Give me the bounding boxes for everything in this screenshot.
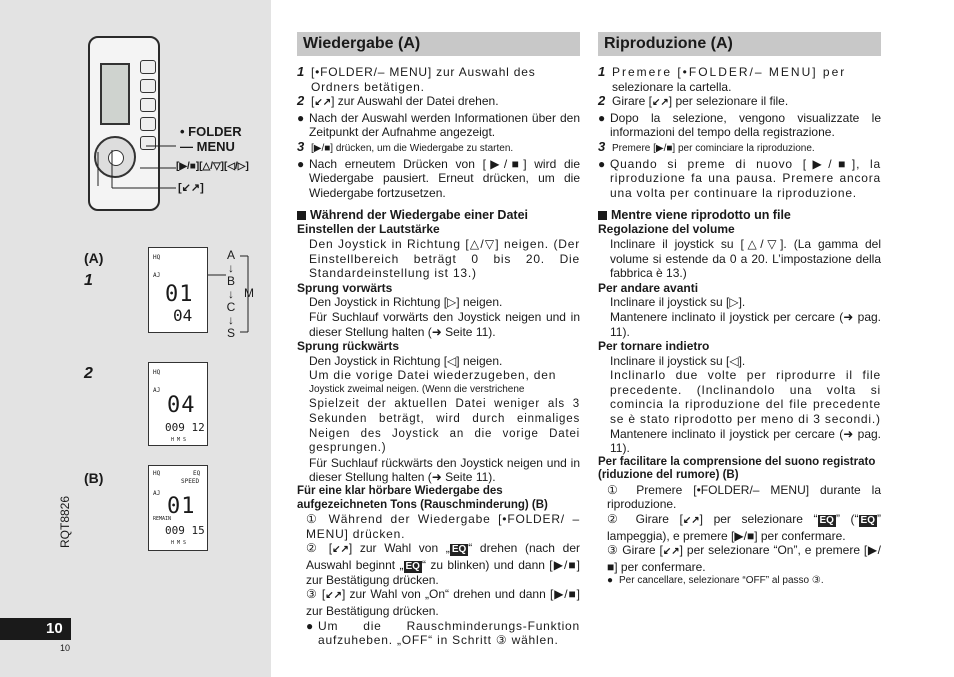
it-girare: Girare [: [612, 94, 653, 109]
lcd-folder-number: 01: [165, 282, 194, 307]
page-number-box: [0, 618, 71, 640]
step-number: 1: [297, 64, 306, 79]
it-bullet-1-text: Dopo la selezione, vengono visualizzate le informazioni del tempo della registrazione.: [610, 110, 881, 140]
joystick-icon: ↙↗: [662, 546, 680, 558]
joystick-icon: ↙↗: [652, 97, 669, 109]
folder-menu-callout: [180, 124, 242, 154]
column-italian: [598, 32, 881, 589]
seq-a: A: [226, 248, 235, 262]
it-nr-step-3: [598, 543, 881, 574]
it-volume-heading: Regolazione del volume: [598, 222, 735, 237]
it-nr-bullet: [598, 574, 881, 589]
it-nr2-text-c: ” lampeggia), e premere [▶/■] per confermare.: [607, 512, 881, 543]
it-nr-heading: Per facilitare la comprensione del suono registrato (riduzione del rumore) (B): [598, 455, 876, 482]
de-nr2-text: ] zur Wahl von „: [348, 541, 450, 556]
de-step-2: [297, 94, 580, 111]
page-number: 10: [46, 620, 63, 637]
de-forward-text-2: Für Suchlauf vorwärts den Joystick neigen und in dieser Stellung halten (➜ Seite 11).: [309, 309, 580, 339]
seq-arrow: ↓: [228, 313, 234, 327]
it-bullet-2: [598, 157, 881, 201]
lcd-hq: HQ: [153, 254, 161, 261]
de-volume-heading: Einstellen der Lautstärke: [297, 222, 440, 237]
lcd-speed: SPEED: [181, 478, 200, 485]
de-nr-step-3: [297, 587, 580, 618]
circled-3: ③ [: [306, 587, 326, 602]
it-forward-heading: Per andare avanti: [598, 280, 699, 295]
de-step-1-text-2: Ordners betätigen.: [311, 79, 425, 94]
it-step-2: [598, 94, 881, 111]
it-back-text-3: Mantenere inclinato il joystick per cercare (➜ pag. 11).: [610, 426, 881, 456]
abc-sequence: [226, 249, 236, 340]
de-back-text-3: Für Suchlauf rückwärts den Joystick neigen und in dieser Stellung halten (➜ Seite 11).: [309, 455, 580, 485]
de-step-1: [297, 65, 580, 94]
it-section-title: [598, 208, 881, 222]
lcd-remain: REMAIN: [153, 516, 172, 522]
lcd-file-number: 04: [167, 393, 196, 418]
lcd-aj: AJ: [153, 490, 161, 497]
it-nr-bullet-text: Per cancellare, selezionare “OFF” al passo ③.: [619, 575, 824, 587]
de-back-text-2b: Joystick zweimal neigen. (Wenn die verstrichene: [309, 383, 525, 395]
de-step-2-text: ] zur Auswahl der Datei drehen.: [331, 94, 499, 109]
lcd-time: 009 12: [165, 421, 205, 434]
de-back-text-2a: Um die vorige Datei wiederzugeben, den: [309, 368, 557, 383]
it-step-1-text: Premere [•FOLDER/– MENU] per: [612, 65, 847, 79]
circled-2: ② Girare [: [607, 512, 683, 527]
joystick-icon: ↙↗: [325, 590, 342, 602]
bullet-icon: ●: [598, 156, 606, 171]
eq-icon: EQ: [405, 560, 420, 572]
eq-icon: EQ: [451, 544, 467, 556]
de-nr2-text-c: “ zu blinken) und dann [▶/■] zur Bestätigung drücken.: [306, 557, 580, 587]
joystick-icon: ↙↗: [682, 515, 700, 527]
seq-arrow: ↓: [228, 287, 234, 301]
lcd-display-3: [148, 465, 208, 551]
it-forward-text-2: Mantenere inclinato il joystick per cercare (➜ pag. 11).: [610, 309, 881, 339]
it-nr-step-1: ① Premere [•FOLDER/– MENU] durante la riproduzione.: [607, 482, 881, 512]
step-number: 3: [297, 138, 305, 154]
lcd-hms: H M S: [171, 437, 187, 443]
it-back-text-2: Inclinarlo due volte per riprodurre il file precedente. (Inclinandolo una volta si comincia la riproduzione del file precedente se è stato riprodotto per meno di 3 secondi.): [610, 368, 881, 427]
de-nr-bullet-text: Um die Rauschminderungs-Funktion aufzuheben. „OFF“ in Schritt ③ wählen.: [318, 618, 580, 648]
bullet-icon: ●: [297, 156, 305, 171]
label-b: (B): [84, 470, 104, 486]
it-section-text: Mentre viene riprodotto un file: [611, 208, 791, 223]
de-forward-text-1: Den Joystick in Richtung [▷] neigen.: [309, 295, 503, 310]
it-nr2-text-b: ” (“: [835, 512, 859, 527]
de-section-text: Während der Wiedergabe einer Datei: [310, 208, 528, 223]
it-bullet-1: [598, 111, 881, 140]
step-number: 2: [297, 93, 305, 109]
label-step-2: 2: [84, 365, 93, 382]
it-step-3-text: Premere [▶/■] per cominciare la riproduzione.: [612, 142, 815, 154]
de-nr-step-2: [297, 541, 580, 587]
it-step-1-text-2: selezionare la cartella.: [612, 79, 732, 94]
de-step-3-text: [▶/■] drücken, um die Wiedergabe zu starten.: [311, 142, 514, 154]
label-step-1: 1: [84, 272, 93, 289]
seq-arrow: ↓: [228, 261, 234, 275]
lcd-aj: AJ: [153, 272, 161, 279]
seq-s: S: [226, 326, 235, 340]
square-icon: [598, 211, 607, 220]
it-step-3: [598, 140, 881, 157]
it-step-1: [598, 65, 881, 94]
de-nr-step-1: ① Während der Wiedergabe [•FOLDER/ – MENU] drücken.: [306, 512, 580, 541]
de-volume-text: Den Joystick in Richtung [△/▽] neigen. (Der Einstellbereich beträgt 0 bis 20. Die Standardeinstellung ist 13.): [309, 236, 580, 281]
step-number: 3: [598, 138, 606, 154]
de-forward-heading: Sprung vorwärts: [297, 280, 393, 295]
lcd-hq: HQ: [153, 369, 161, 376]
it-bullet-2-text: Quando si preme di nuovo [▶/■], la riproduzione fa una pausa. Premere ancora una volta per continuare la riproduzione.: [610, 156, 881, 200]
bullet-icon: ●: [297, 110, 305, 125]
header-italian: Riproduzione (A): [598, 32, 881, 56]
it-back-text-1: Inclinare il joystick su [◁].: [610, 353, 746, 368]
it-forward-text-1: Inclinare il joystick su [▷].: [610, 295, 746, 310]
de-nr3-text: ] zur Wahl von „On“ drehen und dann [▶/■] zur Bestätigung drücken.: [306, 587, 580, 618]
it-back-heading: Per tornare indietro: [598, 339, 710, 354]
de-bullet-1-text: Nach der Auswahl werden Informationen über den Zeitpunkt der Aufnahme angezeigt.: [309, 110, 580, 140]
seq-b: B: [226, 274, 235, 288]
de-bullet-2-text: Nach erneutem Drücken von [▶/■] wird die Wiedergabe pausiert. Erneut drücken, um die Wiedergabe fortzusetzen.: [309, 156, 580, 200]
seq-m: M: [244, 286, 254, 300]
label-a: (A): [84, 250, 104, 266]
de-bullet-2: [297, 157, 580, 201]
it-nr-step-2: [598, 512, 881, 543]
play-controls-callout: [▶/■][△/▽][◁/▷]: [176, 161, 249, 172]
joystick-icon: ↙↗: [332, 544, 349, 556]
de-bullet-1: [297, 111, 580, 140]
it-volume-text: Inclinare il joystick su [△/▽]. (La gamma del volume si estende da 0 a 20. L’impostazione della fabbrica è 13.): [610, 236, 881, 281]
lcd-file-number: 01: [167, 494, 196, 519]
de-step-3: [297, 140, 580, 157]
de-nr-bullet: [297, 619, 580, 648]
de-step-1-text: [•FOLDER/– MENU] zur Auswahl des: [311, 65, 536, 79]
lcd-time: 009 15: [165, 524, 205, 537]
de-nr2-text-b: “ drehen (nach der Auswahl beginnt „: [306, 541, 581, 572]
bullet-icon: ●: [306, 618, 315, 633]
lcd-eq: EQ: [193, 470, 201, 477]
bracket: [: [311, 94, 315, 109]
seq-c: C: [226, 300, 236, 314]
joystick-callout: [↙↗]: [178, 182, 204, 194]
it-step-2-text: ] per selezionare il file.: [668, 94, 789, 109]
lcd-hq: HQ: [153, 470, 161, 477]
circled-2: ② [: [306, 541, 333, 556]
step-number: 2: [598, 93, 606, 109]
folder-label: • FOLDER: [180, 124, 242, 139]
bullet-icon: ●: [598, 110, 606, 125]
it-nr2-text: ] per selezionare “: [699, 512, 818, 527]
de-back-text-2c: Spielzeit der aktuellen Datei weniger als 3 Sekunden beträgt, wird durch einmaliges Neigen des Joystick an die vorige Datei gesprungen.): [309, 398, 580, 455]
eq-icon: EQ: [819, 515, 834, 527]
joystick-icon: ↙↗: [314, 97, 332, 109]
square-icon: [297, 211, 306, 220]
lcd-aj: AJ: [153, 387, 161, 394]
column-german: [297, 32, 580, 648]
step-number: 1: [598, 64, 606, 79]
lcd-file-number: 04: [173, 306, 193, 325]
eq-icon: EQ: [860, 515, 875, 527]
model-code: RQT8826: [58, 495, 72, 548]
lcd-display-1: [148, 247, 208, 333]
de-back-text-1: Den Joystick in Richtung [◁] neigen.: [309, 353, 503, 368]
it-nr3-text: ] per selezionare “On”, e premere [▶/■] per confermare.: [607, 543, 881, 574]
menu-label: — MENU: [180, 139, 235, 154]
de-nr-heading: Für eine klar hörbare Wiedergabe des aufgezeichneten Tons (Rauschminderung) (B): [297, 485, 548, 511]
de-section-title: [297, 208, 580, 222]
illustration-panel: [0, 0, 271, 677]
header-german: Wiedergabe (A): [297, 32, 580, 56]
de-back-heading: Sprung rückwärts: [297, 339, 400, 354]
lcd-display-2: [148, 362, 208, 446]
bullet-icon: ●: [607, 575, 614, 587]
page-number-small: 10: [60, 643, 71, 653]
lcd-hms: H M S: [171, 540, 187, 546]
circled-3: ③ Girare [: [607, 543, 663, 558]
